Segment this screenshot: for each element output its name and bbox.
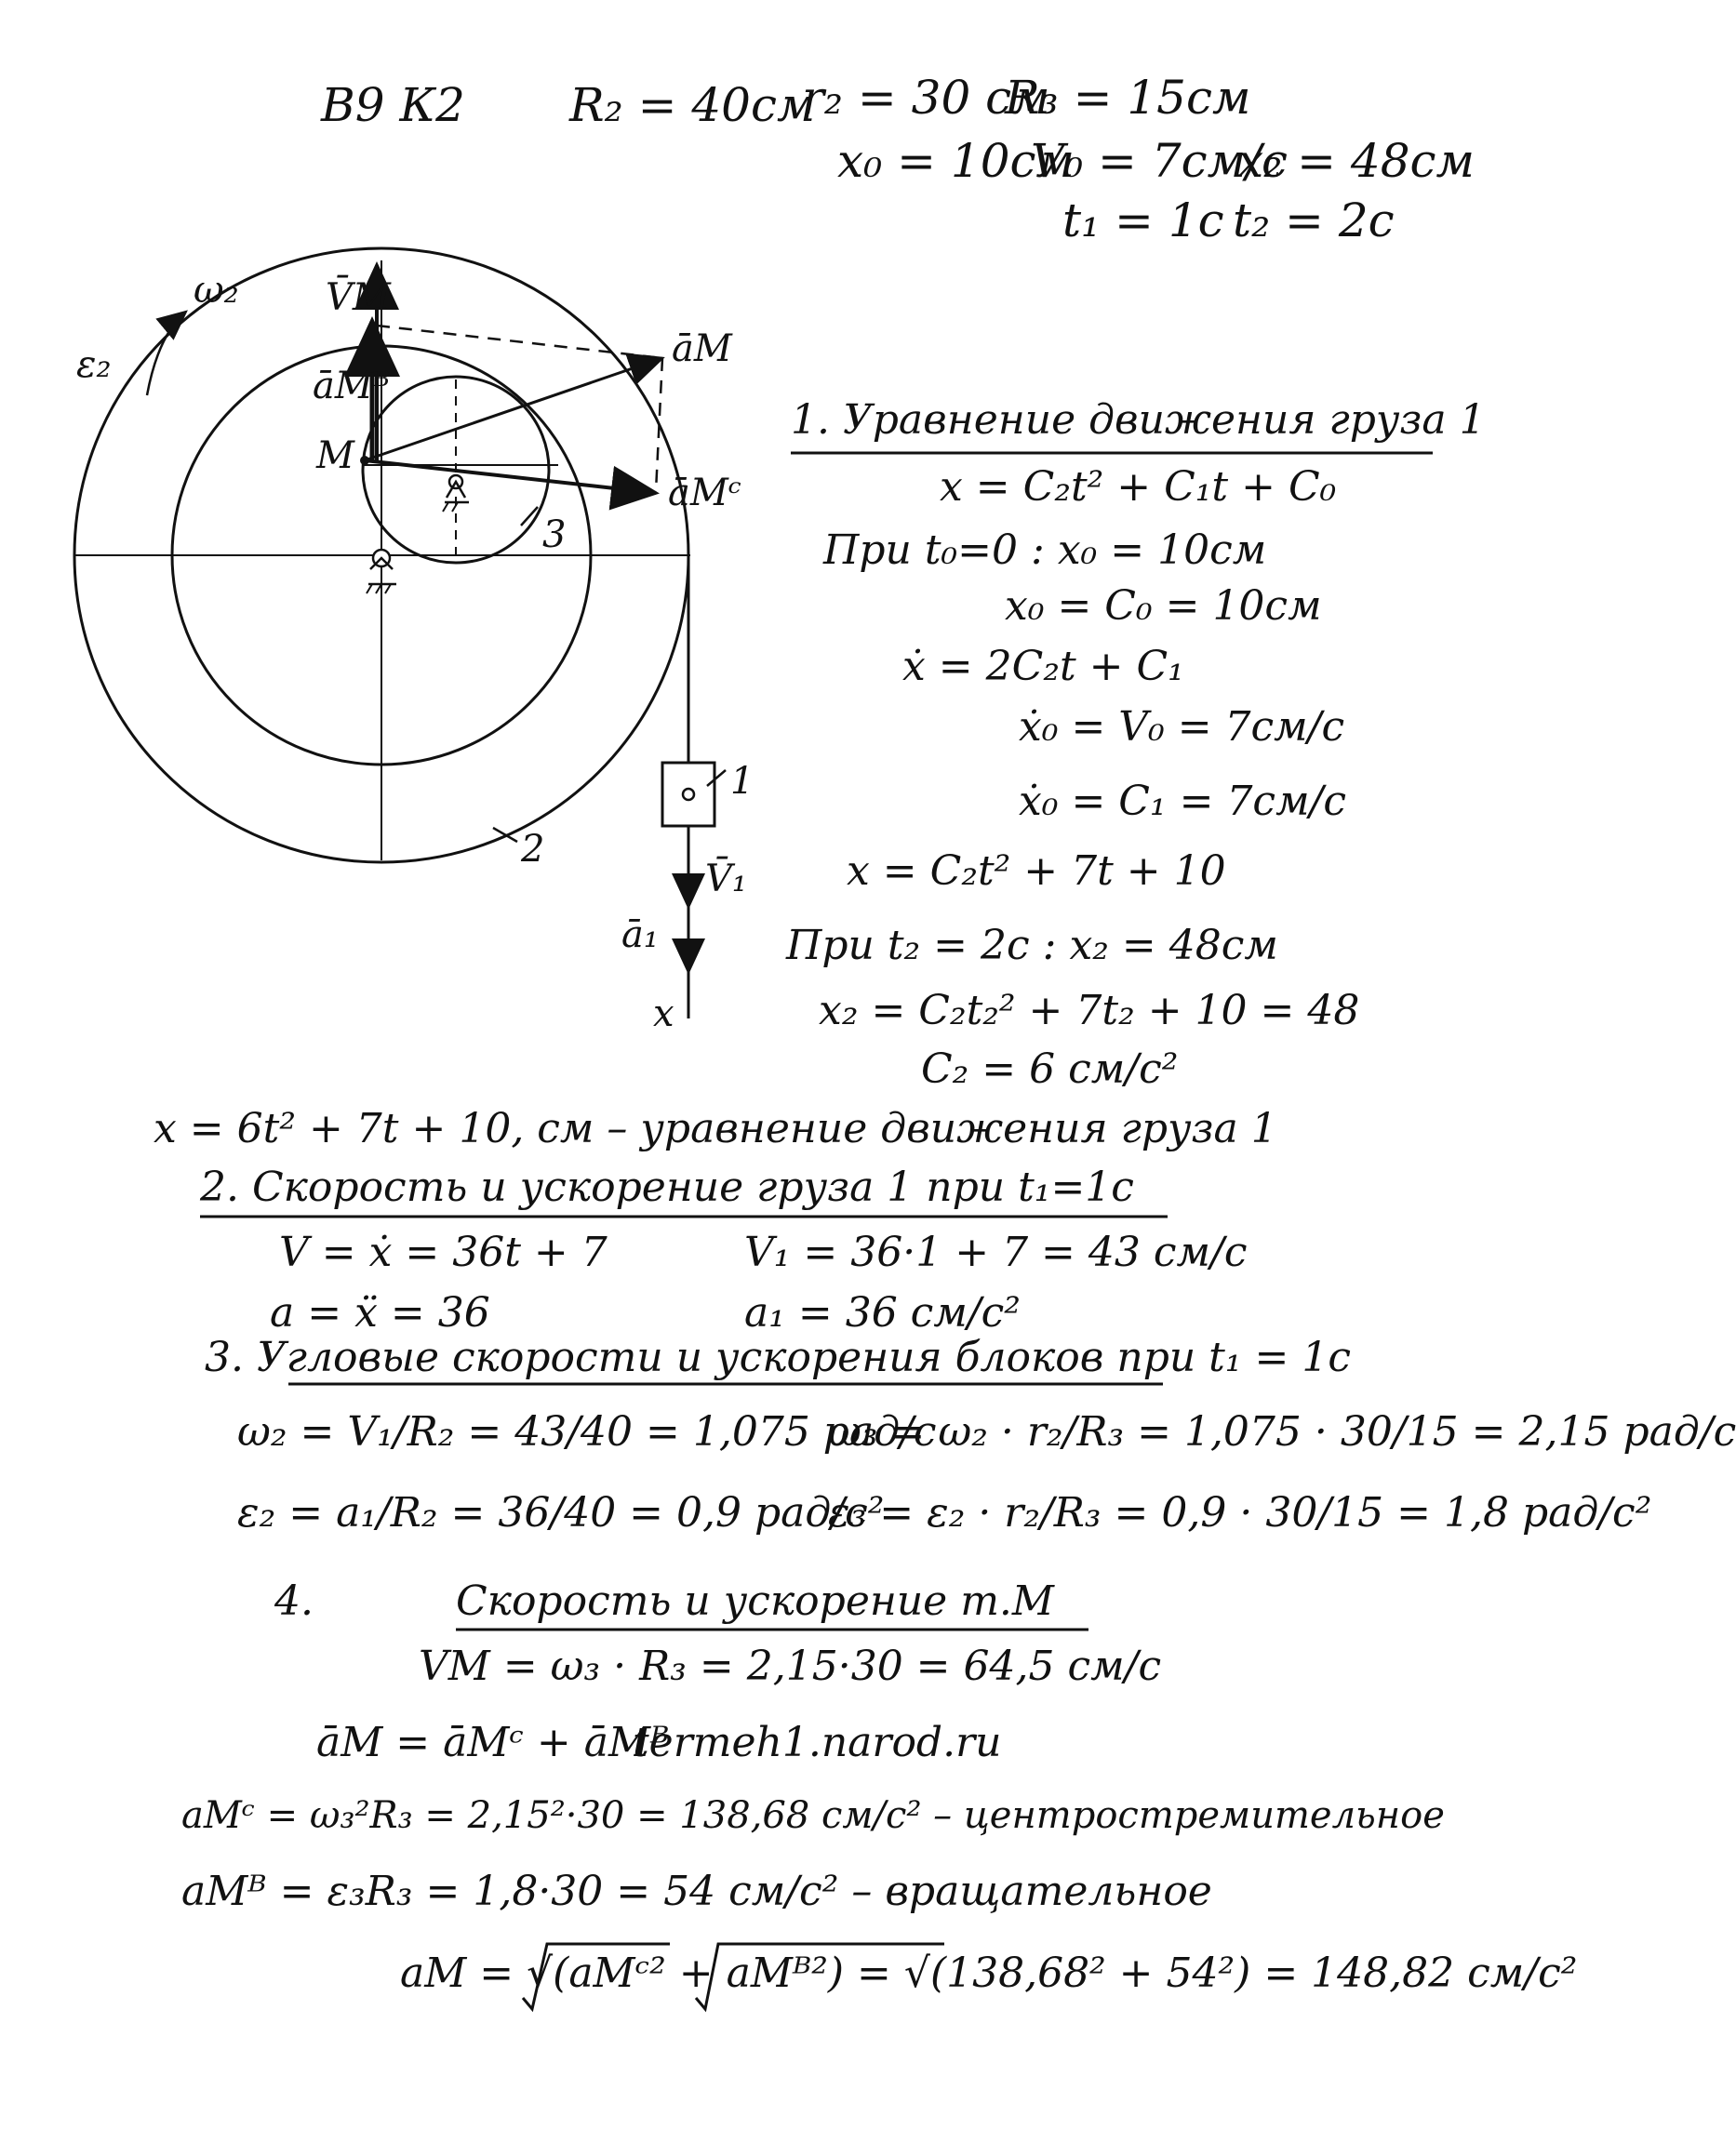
label-aM: āM [672,327,732,370]
acceleration-am-arrow [365,358,662,460]
label-aMB: āMᴮ [313,365,391,407]
section1-line11: x = 6t² + 7t + 10, см – уравнение движения груза 1 [154,1105,1277,1152]
section2-line2: V₁ = 36·1 + 7 = 43 см/с [744,1229,1248,1276]
param-V0: V₀ = 7см/с [1031,134,1288,188]
section3-line3: ε₂ = a₁/R₂ = 36/40 = 0,9 рад/с² [237,1489,885,1537]
variant-label: В9 К2 [321,78,465,132]
section1-line5: ẋ₀ = V₀ = 7см/с [1019,703,1345,751]
parallelogram-top-dashed [377,326,662,358]
label-omega2: ω₂ [194,269,239,312]
section2-title: 2. Скорость и ускорение груза 1 при t₁=1с [200,1164,1134,1211]
load-1-box [662,763,714,826]
section4-line3: aMᶜ = ω₃²R₃ = 2,15²·30 = 138,68 см/с² – центростремительное [181,1794,1445,1837]
param-r2: r₂ = 30 см [802,71,1050,125]
section4-title: Скорость и ускорение т.М [456,1577,1054,1625]
section4-line4: aMᴮ = ε₃R₃ = 1,8·30 = 54 см/с² – вращательное [181,1868,1212,1915]
label-V1: V̄₁ [705,858,747,900]
param-t1: t₁ = 1с [1062,193,1224,247]
label-aMc: āMᶜ [668,472,741,514]
label-body-1: 1 [730,760,754,803]
section4-line5: aM = √(aMᶜ² + aMᴮ²) = √(138,68² + 54²) = 148,82 см/с² [400,1950,1578,1997]
section1-line9: x₂ = C₂t₂² + 7t₂ + 10 = 48 [819,987,1360,1034]
label-body-2: 2 [521,828,545,871]
site-url: termeh1.narod.ru [633,1719,1002,1766]
label-VM: V̄M [326,276,391,319]
wheel-3-support-icon [443,475,469,512]
section1-line10: C₂ = 6 см/с² [921,1045,1179,1093]
param-R3: R₃ = 15см [1005,71,1251,125]
section4-number: 4. [274,1577,314,1625]
section3-title: 3. Угловые скорости и ускорения блоков при t₁ = 1с [205,1334,1351,1381]
section4-line2: āM = āMᶜ + āMᴮ [316,1719,670,1766]
section3-line2: ω₃ = ω₂ · r₂/R₃ = 1,075 · 30/15 = 2,15 рад/с [828,1408,1736,1456]
label-a1: ā₁ [621,913,659,956]
section4-line1: VM = ω₃ · R₃ = 2,15·30 = 64,5 см/с [419,1643,1162,1690]
section2-line3: a = ẍ = 36 [270,1289,490,1337]
section3-line1: ω₂ = V₁/R₂ = 43/40 = 1,075 рад/с [237,1408,937,1456]
section1-line4: ẋ = 2C₂t + C₁ [902,643,1184,690]
section1-line1: x = C₂t² + C₁t + C₀ [940,463,1337,511]
section1-line2: При t₀=0 : x₀ = 10см [823,526,1267,574]
label-body-3: 3 [542,513,567,556]
label-eps2: ε₂ [76,343,112,386]
section2-line4: a₁ = 36 см/с² [744,1289,1021,1337]
section1-title: 1. Уравнение движения груза 1 [791,396,1486,444]
section3-line4: ε₃ = ε₂ · r₂/R₃ = 0,9 · 30/15 = 1,8 рад/с² [828,1489,1652,1537]
param-x0: x₀ = 10см [837,134,1075,188]
param-t2: t₂ = 2с [1233,193,1395,247]
label-x-axis: x [653,992,674,1035]
section1-line7: x = C₂t² + 7t + 10 [847,847,1226,895]
label-M: M [316,434,354,477]
param-R2: R₂ = 40см [569,78,816,132]
section2-line1: V = ẋ = 36t + 7 [279,1229,608,1276]
param-x2: x₂ = 48см [1237,134,1476,188]
section1-line3: x₀ = C₀ = 10см [1005,582,1322,630]
section1-line6: ẋ₀ = C₁ = 7см/с [1019,778,1347,825]
section1-line8: При t₂ = 2с : x₂ = 48см [786,922,1278,969]
